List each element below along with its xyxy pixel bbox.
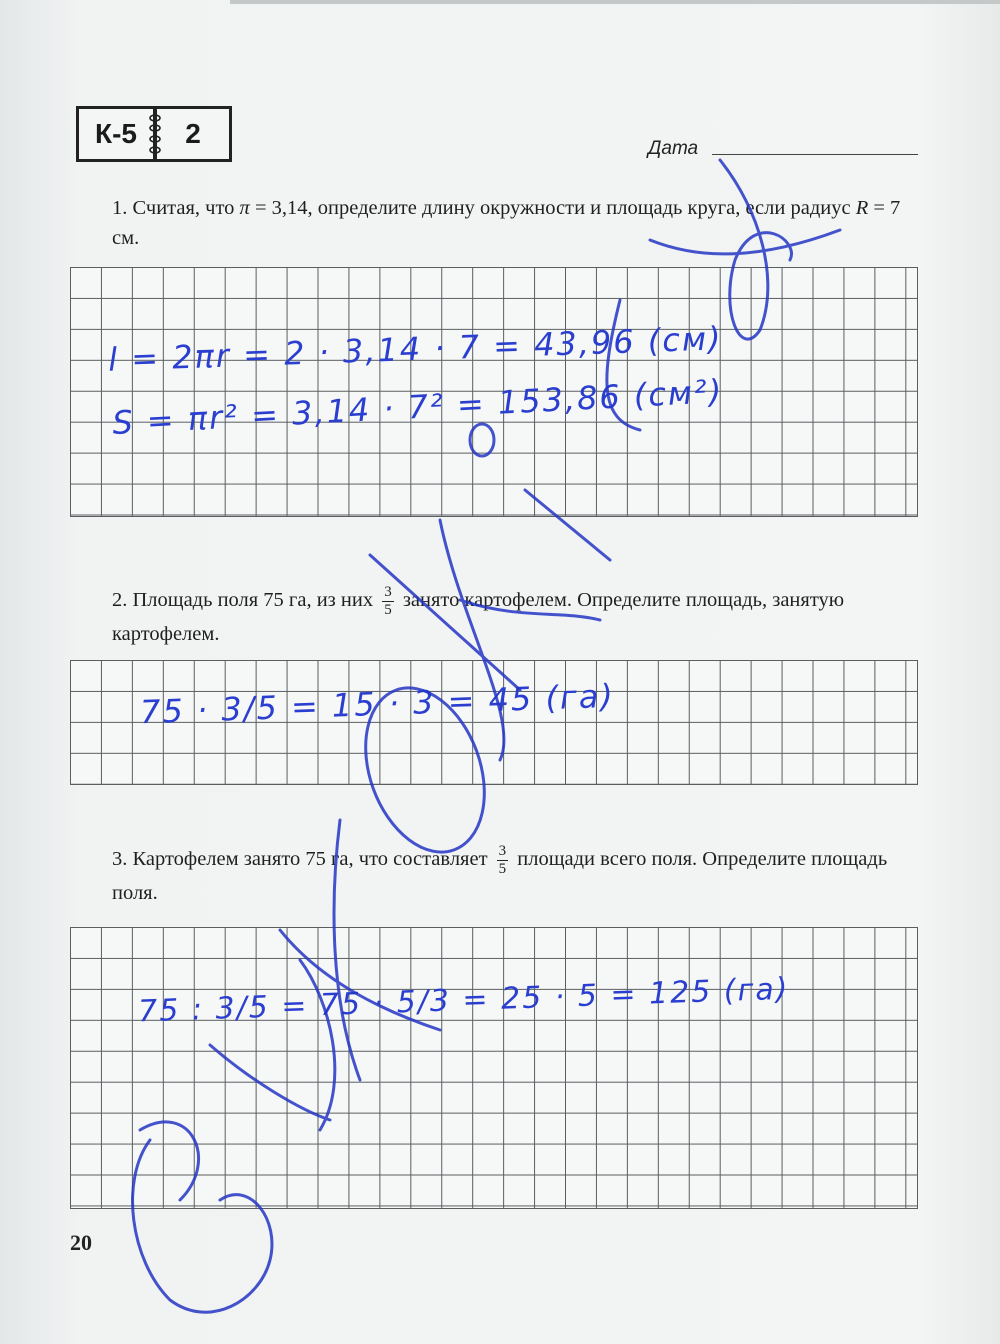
task-text: = 3,14, определите длину окружности и площадь круга, если радиус [249, 197, 856, 219]
task-text: площади всего поля. Определите площадь поля. [112, 848, 888, 904]
fraction-numerator: 3 [384, 584, 392, 600]
badge-variant: 2 [154, 106, 232, 162]
fraction-denominator: 5 [384, 602, 392, 618]
date-field[interactable] [712, 154, 918, 155]
task-1 [112, 193, 922, 253]
task-number: 1. [112, 197, 128, 219]
handwritten-answer: l = 2πr = 2 · 3,14 · 7 = 43,96 (см) [107, 319, 724, 379]
task-text: занято картофелем. Определите площадь, занятую картофелем. [112, 589, 845, 645]
scan-edge [230, 0, 1000, 4]
badge-test-code: К-5 [76, 106, 156, 162]
fraction-denominator: 5 [498, 861, 507, 877]
handwritten-answer: 75 · 3/5 = 15 · 3 = 45 (га) [139, 676, 616, 732]
test-badge [76, 106, 232, 162]
task-number: 2. [112, 589, 128, 612]
task-3 [112, 843, 922, 908]
task-2 [112, 584, 922, 649]
task-text: = 7 см. [112, 197, 901, 249]
fraction [382, 584, 394, 619]
page-number: 20 [70, 1230, 92, 1255]
pi-symbol: π [239, 197, 250, 219]
date-label: Дата [648, 138, 699, 159]
fraction-numerator: 3 [498, 843, 507, 859]
answer-grid-3[interactable] [70, 927, 918, 1209]
task-text: Считая, что [132, 197, 240, 219]
task-text: Картофелем занято 75 га, что составляет [132, 848, 488, 871]
handwritten-answer: 75 : 3/5 = 75 · 5/3 = 25 · 5 = 125 (га) [137, 971, 790, 1030]
spiral-binding-icon [148, 112, 162, 156]
handwritten-answer: S = πr² = 3,14 · 7² = 153,86 (см²) [111, 372, 725, 442]
radius-symbol: R [855, 197, 869, 219]
fraction [497, 843, 509, 878]
task-number: 3. [112, 848, 128, 871]
task-text: Площадь поля 75 га, из них [132, 589, 374, 612]
